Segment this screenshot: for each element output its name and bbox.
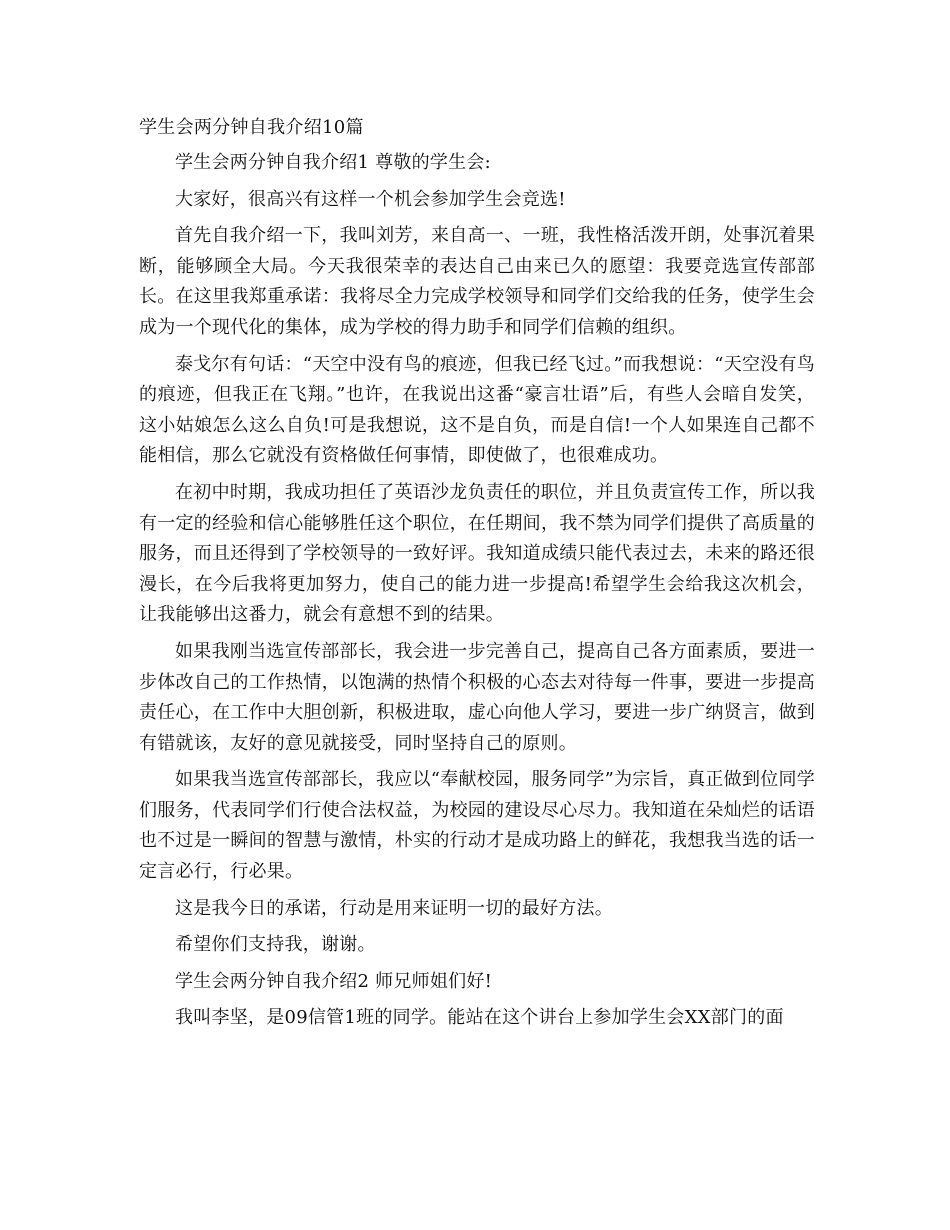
paragraph-greeting: 大家好，很高兴有这样一个机会参加学生会竞选! — [175, 188, 566, 210]
paragraph-experience: 在初中时期，我成功担任了英语沙龙负责任的职位，并且负责宣传工作，所以我有一定的经验和信心能够胜任这个职位，在任期间，我不禁为同学们提供了高质量的服务，而且还得到了学校领导的一致好评。我知道成绩只能代表过去，未来的路还很漫长，在今后我将更加努力，使自己的能力进一步提高!希望学生会给我这次机会，让我能够出这番力，就会有意想不到的结果。 — [139, 481, 815, 626]
section-heading-2: 学生会两分钟自我介绍2 师兄师姐们好! — [175, 970, 493, 992]
document-title: 学生会两分钟自我介绍10篇 — [139, 117, 364, 138]
paragraph-self-intro: 首先自我介绍一下，我叫刘芳，来自高一、一班，我性格活泼开朗，处事沉着果断，能够顾全大局。今天我很荣幸的表达自己由来已久的愿望：我要竞选宣传部部长。在这里我郑重承诺：我将尽全力完成学校领导和同学们交给我的任务，使学生会成为一个现代化的集体，成为学校的得力助手和同学们信赖的组织。 — [139, 225, 815, 338]
paragraph-purpose: 如果我当选宣传部部长，我应以“奉献校园，服务同学”为宗旨，真正做到位同学们服务，代表同学们行使合法权益，为校园的建设尽心尽力。我知道在朵灿烂的话语也不过是一瞬间的智慧与激情，朴实的行动才是成功路上的鲜花，我想我当选的话一定言必行，行必果。 — [139, 769, 815, 883]
section-heading-1: 学生会两分钟自我介绍1 尊敬的学生会: — [175, 152, 491, 173]
paragraph-tagore-quote: 泰戈尔有句话：“天空中没有鸟的痕迹，但我已经飞过。”而我想说：“天空没有鸟的痕迹，但我正在飞翔。”也许，在我说出这番“豪言壮语”后，有些人会暗自发笑，这小姑娘怎么这么自负!可是我想说，这不是自负，而是自信!一个人如果连自己都不能相信，那么它就没有资格做任何事情，即使做了，也很难成功。 — [139, 353, 815, 467]
paragraph-thanks: 希望你们支持我，谢谢。 — [175, 934, 376, 956]
document-body — [139, 114, 815, 1040]
paragraph-plan: 如果我刚当选宣传部部长，我会进一步完善自己，提高自己各方面素质，要进一步体改自己的工作热情，以饱满的热情个积极的心态去对待每一件事，要进一步提高责任心，在工作中大胆创新，积极进取，虚心向他人学习，要进一步广纳贤言，做到有错就该，友好的意见就接受，同时坚持自己的原则。 — [139, 640, 815, 754]
paragraph-promise: 这是我今日的承诺，行动是用来证明一切的最好方法。 — [175, 897, 613, 919]
paragraph-second-intro: 我叫李坚，是09信管1班的同学。能站在这个讲台上参加学生会XX部门的面 — [175, 1007, 784, 1029]
